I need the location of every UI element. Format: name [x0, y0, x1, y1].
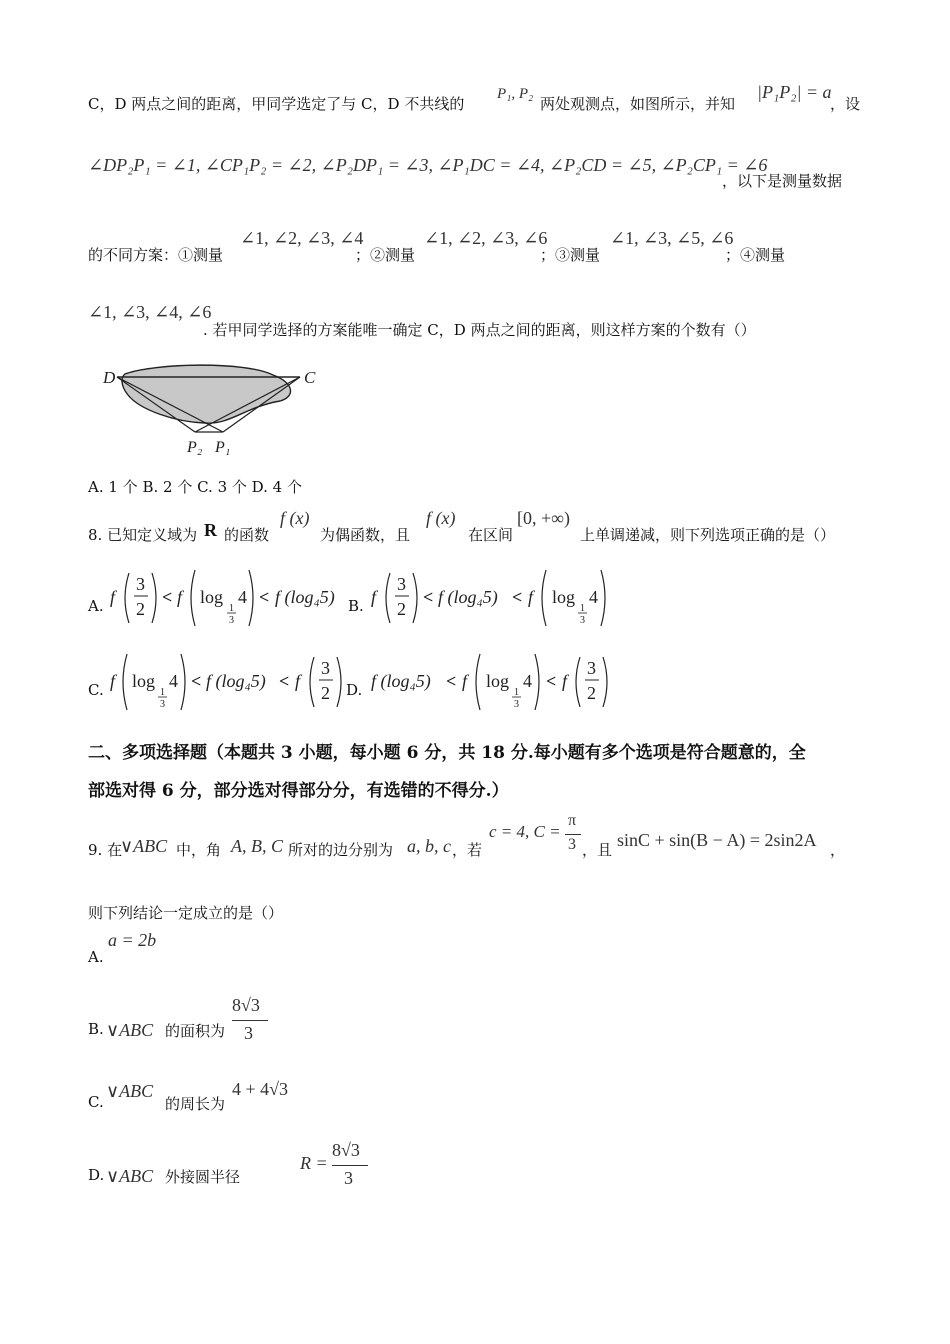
q7-plan-2: ∠1, ∠2, ∠3, ∠6 [424, 228, 548, 248]
svg-text:3: 3 [321, 658, 330, 678]
survey-diagram [95, 355, 335, 460]
svg-text:f: f [528, 587, 534, 607]
q9-option-d-text: 外接圆半径 [165, 1168, 241, 1186]
svg-text:2: 2 [587, 683, 596, 703]
q8-option-c-label: C. [88, 681, 104, 699]
svg-text:<: < [446, 671, 457, 691]
q8-option-b-formula [366, 568, 616, 628]
q9-option-c-triangle: ∨ABC [106, 1081, 154, 1101]
svg-text:1: 1 [229, 603, 234, 614]
label-d: D [103, 368, 116, 387]
svg-text:f: f [110, 587, 116, 607]
q9-option-a-label: A. [88, 948, 104, 966]
q7-line4-text: . 若甲同学选择的方案能唯一确定 C，D 两点之间的距离，则这样方案的个数有（） [203, 321, 756, 339]
q8-option-b-label: B. [348, 597, 364, 615]
svg-text:f: f [110, 671, 116, 691]
q8-stem-e: 上单调递减，则下列选项正确的是（） [580, 526, 836, 544]
svg-text:log: log [132, 671, 156, 691]
svg-text:3: 3 [160, 699, 165, 710]
q9-option-d-fraction-bar [332, 1165, 368, 1166]
svg-text:4: 4 [238, 587, 247, 607]
svg-text:1: 1 [580, 603, 585, 614]
q9-option-b-text: 的面积为 [165, 1022, 226, 1040]
q9-option-b-label: B. [88, 1020, 104, 1038]
q9-option-b-denominator: 3 [244, 1023, 253, 1043]
svg-text:4: 4 [169, 671, 178, 691]
section-2-heading-line2: 部选对得 6 分，部分选对得部分分，有选错的不得分.） [88, 781, 509, 801]
svg-text:3: 3 [397, 574, 406, 594]
q9-option-d-r: R = [300, 1153, 328, 1173]
q9-option-b-triangle: ∨ABC [106, 1020, 154, 1040]
q9-option-c-label: C. [88, 1093, 104, 1111]
q7-plan-1: ∠1, ∠2, ∠3, ∠4 [240, 228, 364, 248]
svg-text:3: 3 [587, 658, 596, 678]
svg-text:f (log₄5): f (log₄5) [371, 671, 431, 691]
q7-plan-3: ∠1, ∠3, ∠5, ∠6 [610, 228, 734, 248]
svg-text:f (log₄5): f (log₄5) [438, 587, 498, 607]
svg-text:log: log [552, 587, 576, 607]
svg-text:<: < [259, 587, 270, 607]
q9-option-d-triangle: ∨ABC [106, 1166, 154, 1186]
svg-text:<: < [191, 671, 202, 691]
q9-option-b-numerator: 8√3 [232, 995, 260, 1015]
q9-option-c-math: 4 + 4√3 [232, 1079, 289, 1099]
q9-option-d-denominator: 3 [344, 1168, 353, 1188]
q8-stem-d: 在区间 [468, 526, 514, 544]
svg-text:3: 3 [136, 574, 145, 594]
q9-stem-a: 9. 在 [88, 841, 123, 859]
q9-option-d-numerator: 8√3 [332, 1140, 360, 1160]
q9-stem-b: 中，角 [176, 841, 222, 859]
q8-option-d-formula [366, 652, 616, 712]
q7-line1-distance: |P₁P₂| = a [757, 82, 832, 102]
svg-text:2: 2 [321, 683, 330, 703]
svg-text:3: 3 [514, 699, 519, 710]
q9-option-d-label: D. [88, 1166, 105, 1184]
svg-text:f (log₄5): f (log₄5) [206, 671, 266, 691]
q8-option-a-label: A. [88, 597, 104, 615]
q9-stem-e: ，且 [582, 841, 613, 859]
svg-text:4: 4 [523, 671, 532, 691]
q9-pi-denominator: 3 [568, 836, 576, 853]
svg-text:4: 4 [589, 587, 598, 607]
label-p1: P₁ [215, 439, 231, 456]
q8-option-c-formula [105, 652, 345, 712]
q9-sides: a, b, c [407, 836, 451, 856]
q8-real-set: R [204, 520, 217, 540]
svg-text:f: f [562, 671, 568, 691]
q9-option-c-text: 的周长为 [165, 1095, 226, 1113]
terrain-region [122, 365, 291, 423]
q7-angle-definitions: ∠DP₂P₁ = ∠1, ∠CP₁P₂ = ∠2, ∠P₂DP₁ = ∠3, ∠P₁DC = ∠4, ∠P₂CD = ∠5, ∠P₂CP₁ = ∠6 [88, 155, 768, 175]
q9-triangle-1: ∨ABC [120, 836, 168, 856]
q8-fx-1: f (x) [280, 508, 310, 528]
q9-option-b-fraction-bar [232, 1020, 268, 1021]
q8-stem-c: 为偶函数，且 [320, 526, 411, 544]
svg-text:log: log [486, 671, 510, 691]
q7-plan-4: ∠1, ∠3, ∠4, ∠6 [88, 302, 212, 322]
q9-stem-d: ，若 [452, 841, 483, 859]
svg-text:<: < [279, 671, 290, 691]
q9-angles: A, B, C [231, 836, 283, 856]
q8-stem-b: 的函数 [224, 526, 270, 544]
svg-text:<: < [162, 587, 173, 607]
svg-text:<: < [512, 587, 523, 607]
q7-options: A. 1 个 B. 2 个 C. 3 个 D. 4 个 [88, 478, 302, 496]
q9-option-a-math: a = 2b [108, 930, 157, 950]
svg-text:<: < [546, 671, 557, 691]
q8-fx-2: f (x) [426, 508, 456, 528]
q7-line3-text-d: ；④测量 [725, 246, 786, 264]
q9-stem-c: 所对的边分别为 [288, 841, 394, 859]
q7-line3-text-b: ；②测量 [355, 246, 416, 264]
q7-line1-points: P₁, P₂ [497, 86, 534, 102]
q8-interval: [0, +∞) [517, 508, 570, 528]
q7-line2-text: ，以下是测量数据 [722, 172, 843, 190]
svg-text:f: f [177, 587, 183, 607]
svg-text:f (log₄5): f (log₄5) [275, 587, 335, 607]
svg-text:1: 1 [160, 687, 165, 698]
q9-condition-1: c = 4, C = [489, 822, 561, 841]
q8-option-a-formula [105, 568, 345, 628]
svg-text:f: f [462, 671, 468, 691]
q9-condition-2: sinC + sin(B − A) = 2sin2A [617, 830, 817, 850]
q9-pi: π [568, 812, 577, 829]
svg-text:f: f [295, 671, 301, 691]
svg-text:1: 1 [514, 687, 519, 698]
q9-question: 则下列结论一定成立的是（） [88, 904, 284, 922]
svg-text:3: 3 [580, 615, 585, 626]
svg-text:<: < [423, 587, 434, 607]
svg-text:2: 2 [136, 599, 145, 619]
svg-text:3: 3 [229, 615, 234, 626]
label-p2: P₂ [187, 439, 203, 456]
q7-line3-text-a: 的不同方案：①测量 [88, 246, 224, 264]
q9-stem-f: ， [830, 841, 846, 859]
q9-fraction-bar [565, 834, 581, 835]
section-2-heading-line1: 二、多项选择题（本题共 3 小题，每小题 6 分，共 18 分.每小题有多个选项是符合题意的，全 [88, 743, 806, 763]
svg-text:log: log [200, 587, 224, 607]
q7-line1-text-c: ，设 [830, 95, 861, 113]
svg-text:f: f [371, 587, 377, 607]
label-c: C [304, 368, 316, 387]
svg-text:2: 2 [397, 599, 406, 619]
q8-option-d-label: D. [346, 681, 363, 699]
q7-line1-text-a: C，D 两点之间的距离，甲同学选定了与 C，D 不共线的 [88, 95, 465, 113]
q7-line3-text-c: ；③测量 [540, 246, 601, 264]
q7-line1-text-b: 两处观测点，如图所示，并知 [540, 95, 736, 113]
q8-stem-a: 8. 已知定义域为 [88, 526, 198, 544]
